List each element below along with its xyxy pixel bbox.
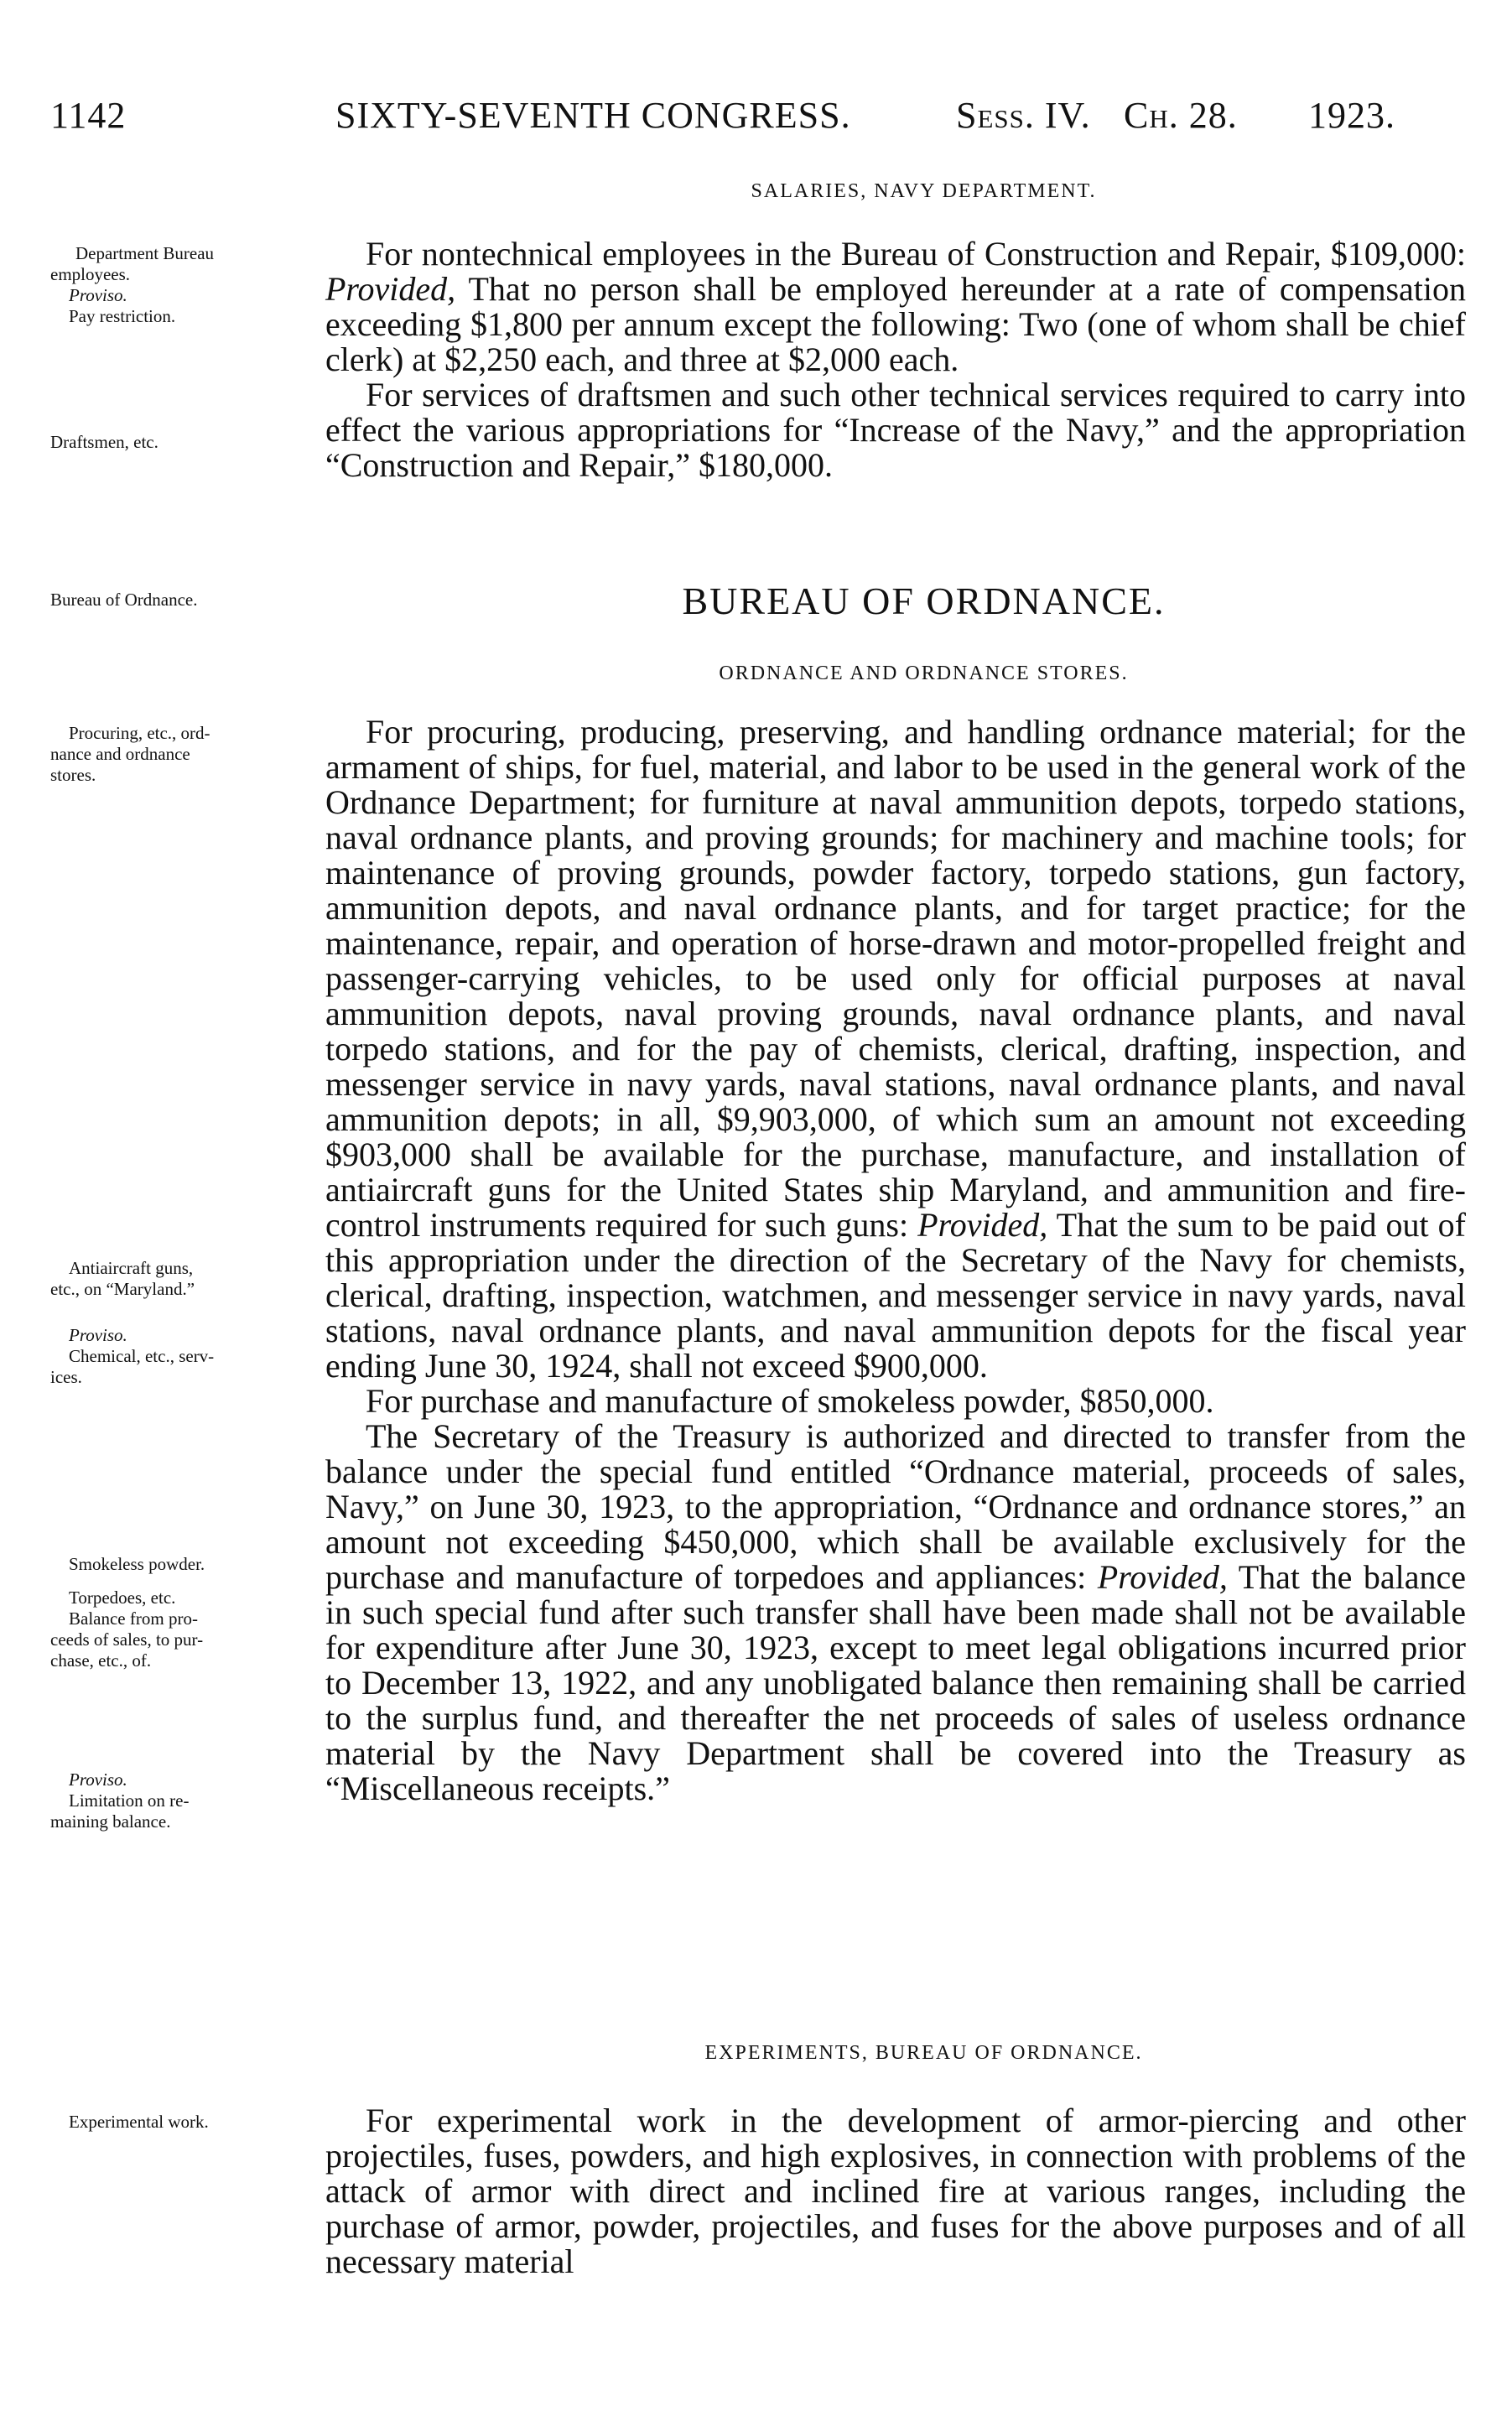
margin-line: ceeds of sales, to pur- <box>50 1629 204 1650</box>
text-run: That the balance in such special fund after such transfer shall have been made shall not be available for expenditure after June 30, 1923, except to meet legal obligations incurred prior to December 13, 1922, and any unobligated balance then remaining shall be carried to the surplus fund, and thereafter the net proceeds of sales of useless ordnance material by the Navy Department shall be covered into the Treasury as “Miscellaneous receipts.” <box>325 1558 1466 1807</box>
proviso-italic: Provided, <box>917 1206 1048 1244</box>
proviso-italic: Provided, <box>325 270 456 308</box>
paragraph-procuring <box>325 715 1466 1384</box>
margin-line: Torpedoes, etc. <box>69 1588 176 1608</box>
margin-line: Proviso. <box>69 285 127 305</box>
margin-note-chemical <box>50 1325 314 1388</box>
congress-title: SIXTY-SEVENTH CONGRESS. <box>335 95 851 136</box>
margin-line: Smokeless powder. <box>69 1554 205 1574</box>
margin-line: nance and ordnance <box>50 744 190 764</box>
body-block-ordnance <box>325 715 1466 1806</box>
margin-note-dept-bureau <box>50 243 314 327</box>
margin-line: etc., on “Maryland.” <box>50 1279 195 1299</box>
subhead-ordnance-stores: ORDNANCE AND ORDNANCE STORES. <box>719 663 1129 684</box>
margin-note-bureau-ordnance <box>50 590 314 611</box>
margin-line: Bureau of Ordnance. <box>50 590 198 610</box>
margin-line: chase, etc., of. <box>50 1650 152 1671</box>
margin-line: Procuring, etc., ord- <box>69 723 210 743</box>
proviso-italic: Provided, <box>1097 1558 1228 1596</box>
running-head: SALARIES, NAVY DEPARTMENT. <box>751 180 1097 202</box>
margin-note-procuring <box>50 723 314 786</box>
paragraph-experimental: For experimental work in the development of armor-piercing and other projectiles, fuses, powders, and high explosives, in connection with problems of the attack of armor with direct and inclined fire at various ranges, including the purchase of armor, powder, projectiles, and fuses for the above purposes and of all necessary material <box>325 2102 1466 2280</box>
text-run: The Secretary of the Treasury is authorized and directed to transfer from the balance under the special fund entitled “Ordnance material, proceeds of sales, Navy,” on June 30, 1923, to the appropriation, “Ordnance and ordnance stores,” an amount not exceeding $450,000, which shall be available exclusively for the purchase and manufacture of torpedoes and appliances: <box>325 1417 1466 1596</box>
margin-line: employees. <box>50 264 131 284</box>
page-header <box>50 94 1468 144</box>
margin-line: Chemical, etc., serv- <box>69 1346 215 1366</box>
paragraph-draftsmen: For services of draftsmen and such other technical services required to carry into effect the various appropriations for “Increase of the Navy,” and the appropriation “Construction and Repair,” $180,000. <box>325 376 1466 484</box>
margin-line: stores. <box>50 765 96 785</box>
text-run: That the sum to be paid out of this appropriation under the direction of the Secretary of the Navy for chemists, clerical, drafting, inspection, watchmen, and messenger service in navy yards, naval stations, naval ordnance plants, and naval ammunition depots for the fiscal year ending June 30, 1924, shall not exceed $900,000. <box>325 1206 1466 1385</box>
margin-line: Balance from pro- <box>69 1608 198 1629</box>
paragraph-torpedoes <box>325 1419 1466 1806</box>
margin-line: Pay restriction. <box>69 306 176 326</box>
margin-line: maining balance. <box>50 1811 171 1832</box>
margin-note-limitation <box>50 1769 314 1832</box>
body-block-experiments <box>325 2103 1466 2279</box>
margin-note-smokeless <box>50 1554 314 1575</box>
text-run: For nontechnical employees in the Bureau of Construction and Repair, $109,000: <box>366 235 1466 273</box>
paragraph-smokeless: For purchase and manufacture of smokeless powder, $850,000. <box>366 1382 1214 1420</box>
margin-note-torpedoes <box>50 1588 314 1671</box>
section-title-bureau-ordnance: BUREAU OF ORDNANCE. <box>682 579 1166 622</box>
margin-note-antiaircraft <box>50 1258 314 1300</box>
margin-note-draftsmen <box>50 432 314 453</box>
margin-line: Proviso. <box>69 1769 127 1790</box>
body-block-construction <box>325 236 1466 483</box>
page-number: 1142 <box>50 95 127 136</box>
text-run: That no person shall be employed hereunder at a rate of compensation exceeding $1,800 per annum except the following: Two (one of whom shall be chief clerk) at $2,250 each, and three at $2,000 each. <box>325 270 1466 378</box>
session-label: Sess. IV. <box>956 95 1091 136</box>
margin-line: Department Bureau <box>75 243 215 263</box>
margin-note-experimental <box>50 2112 314 2133</box>
margin-line: Experimental work. <box>69 2112 209 2132</box>
chapter-label: Ch. 28. <box>1124 95 1238 136</box>
paragraph-nontechnical <box>325 236 1466 377</box>
subhead-experiments: EXPERIMENTS, BUREAU OF ORDNANCE. <box>704 2042 1143 2064</box>
margin-line: ices. <box>50 1367 82 1387</box>
margin-line: Proviso. <box>69 1325 127 1345</box>
margin-line: Antiaircraft guns, <box>69 1258 194 1278</box>
text-run: For procuring, producing, preserving, and handling ordnance material; for the armament of ships, for fuel, material, and labor to be used in the general work of the Ordnance Department; for furniture at naval ammunition depots, torpedo stations, naval ordnance plants, and proving grounds; for machinery and machine tools; for maintenance of proving grounds, powder factory, torpedo stations, gun factory, ammunition depots, and naval ordnance plants, and for target practice; for the maintenance, repair, and operation of horse-drawn and motor-propelled freight and passenger-carrying vehicles, to be used only for official purposes at naval ammunition depots, naval proving grounds, naval ordnance plants, and naval torpedo stations, and for the pay of chemists, clerical, drafting, inspection, and messenger service in navy yards, naval stations, naval ordnance plants, and naval ammunition depots; in all, $9,903,000, of which sum an amount not exceeding $903,000 shall be available for the purchase, manufacture, and installation of antiaircraft guns for the United States ship Maryland, and ammunition and fire-control instruments required for such guns: <box>325 713 1466 1244</box>
year-label: 1923. <box>1308 95 1395 136</box>
margin-line: Draftsmen, etc. <box>50 432 158 452</box>
margin-line: Limitation on re- <box>69 1790 190 1811</box>
